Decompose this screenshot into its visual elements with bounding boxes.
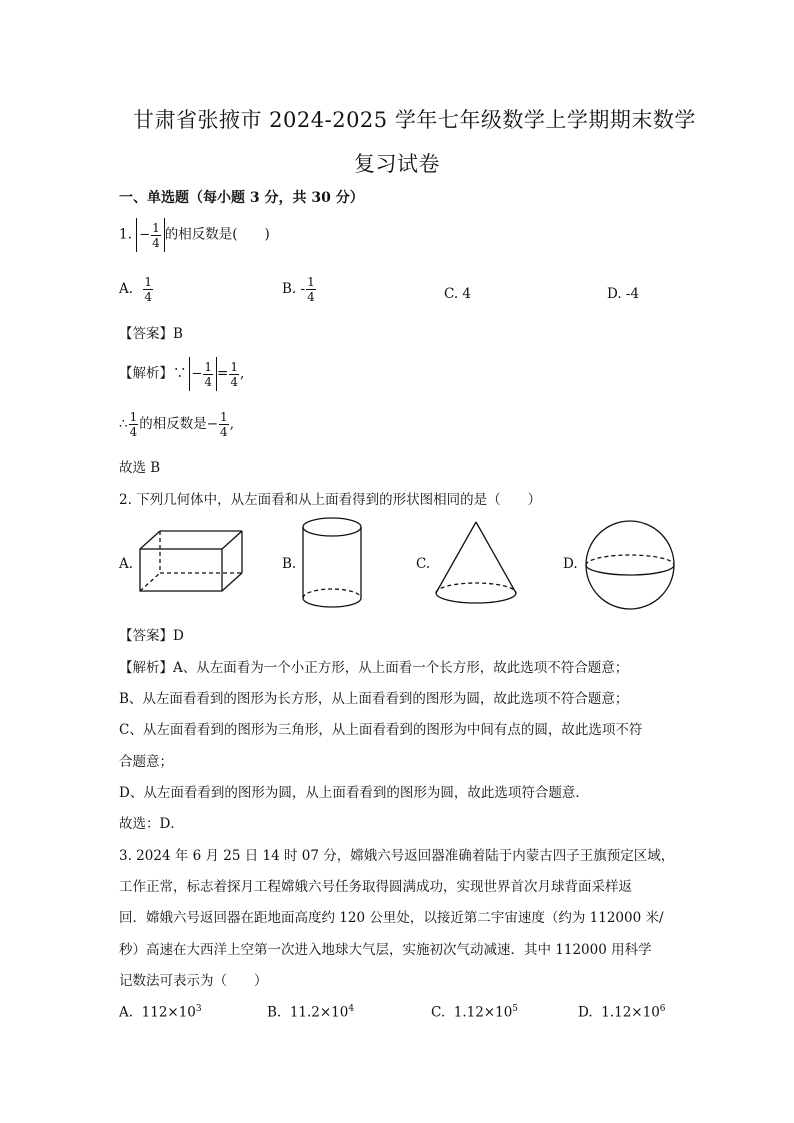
cylinder-figure [300, 516, 364, 612]
section-heading: 一、单选题（每小题 3 分，共 30 分） [119, 190, 364, 206]
q3-line3: 回．嫦娥六号返回器在距地面高度约 120 公里处，以接近第二宇宙速度（约为 112000 米/ [119, 910, 664, 926]
q2-conclusion: 故选：D． [119, 816, 184, 832]
q1-stem-text: 的相反数是( ) [164, 226, 270, 243]
q2-option-a-label: A. [119, 556, 134, 572]
q1-option-b: B. - $\frac{1}{4}$ [282, 275, 315, 304]
q1-option-a: A. $\frac{1}{4}$ [119, 275, 152, 304]
q3-line1: 3. 2024 年 6 月 25 日 14 时 07 分，嫦娥六号返回器准确着陆于内蒙古四子王旗预定区域， [119, 848, 675, 864]
q2-analysis-1: 【解析】A、从左面看为一个小正方形，从上面看一个长方形，故此选项不符合题意； [119, 660, 629, 676]
q2-analysis-2: B、从左面看看到的图形为长方形，从上面看看到的图形为圆，故此选项不符合题意； [119, 691, 629, 707]
q1-number: 1. [119, 226, 132, 243]
q1-abs-expression: − $\frac{1}{4}$ [136, 218, 165, 252]
q3-line5: 记数法可表示为（ ） [119, 973, 268, 989]
q2-analysis-3: C、从左面看看到的图形为三角形，从上面看看到的图形为中间有点的圆，故此选项不符 [119, 722, 643, 738]
q1-analysis: 【解析】∵ − $\frac{1}{4}$ = $\frac{1}{4}$ , [119, 357, 244, 391]
q1-option-d: D. -4 [607, 286, 640, 302]
q1-option-c: C. 4 [444, 286, 472, 302]
q3-option-c: C. $1.12\times 10^5$ [431, 1004, 519, 1021]
q1-stem [119, 218, 270, 252]
q2-stem: 2. 下列几何体中，从左面看和从上面看得到的形状图相同的是（ ） [119, 492, 542, 508]
q1-therefore: ∴ $\frac{1}{4}$ 的相反数是− $\frac{1}{4}$ , [119, 410, 234, 439]
q2-option-d-label: D. [563, 556, 578, 572]
sphere-figure [582, 518, 678, 612]
q2-analysis-4: 合题意； [119, 754, 173, 770]
q3-option-a: A. $112\times 10^3$ [119, 1004, 202, 1021]
q1-conclusion: 故选 B [119, 460, 161, 476]
q2-option-b-label: B. [282, 556, 297, 572]
q3-line2: 工作正常，标志着探月工程嫦娥六号任务取得圆满成功，实现世界首次月球背面采样返 [119, 879, 632, 895]
q1-answer: 【答案】B [119, 326, 183, 342]
q3-option-b: B. $11.2\times 10^4$ [267, 1004, 355, 1021]
cuboid-figure [136, 527, 246, 595]
cone-figure [432, 519, 520, 609]
doc-title-line2: 复习试卷 [354, 152, 440, 176]
q2-option-c-label: C. [416, 556, 431, 572]
q3-option-d: D. $1.12\times 10^6$ [578, 1004, 666, 1021]
q3-line4: 秒）高速在大西洋上空第一次进入地球大气层，实施初次气动减速．其中 112000 用科学 [119, 942, 652, 958]
q2-analysis-5: D、从左面看看到的图形为圆，从上面看看到的图形为圆，故此选项符合题意． [119, 785, 589, 801]
doc-title-line1: 甘肃省张掖市 2024-2025 学年七年级数学上学期期末数学 [133, 108, 696, 132]
q2-answer: 【答案】D [119, 628, 184, 644]
